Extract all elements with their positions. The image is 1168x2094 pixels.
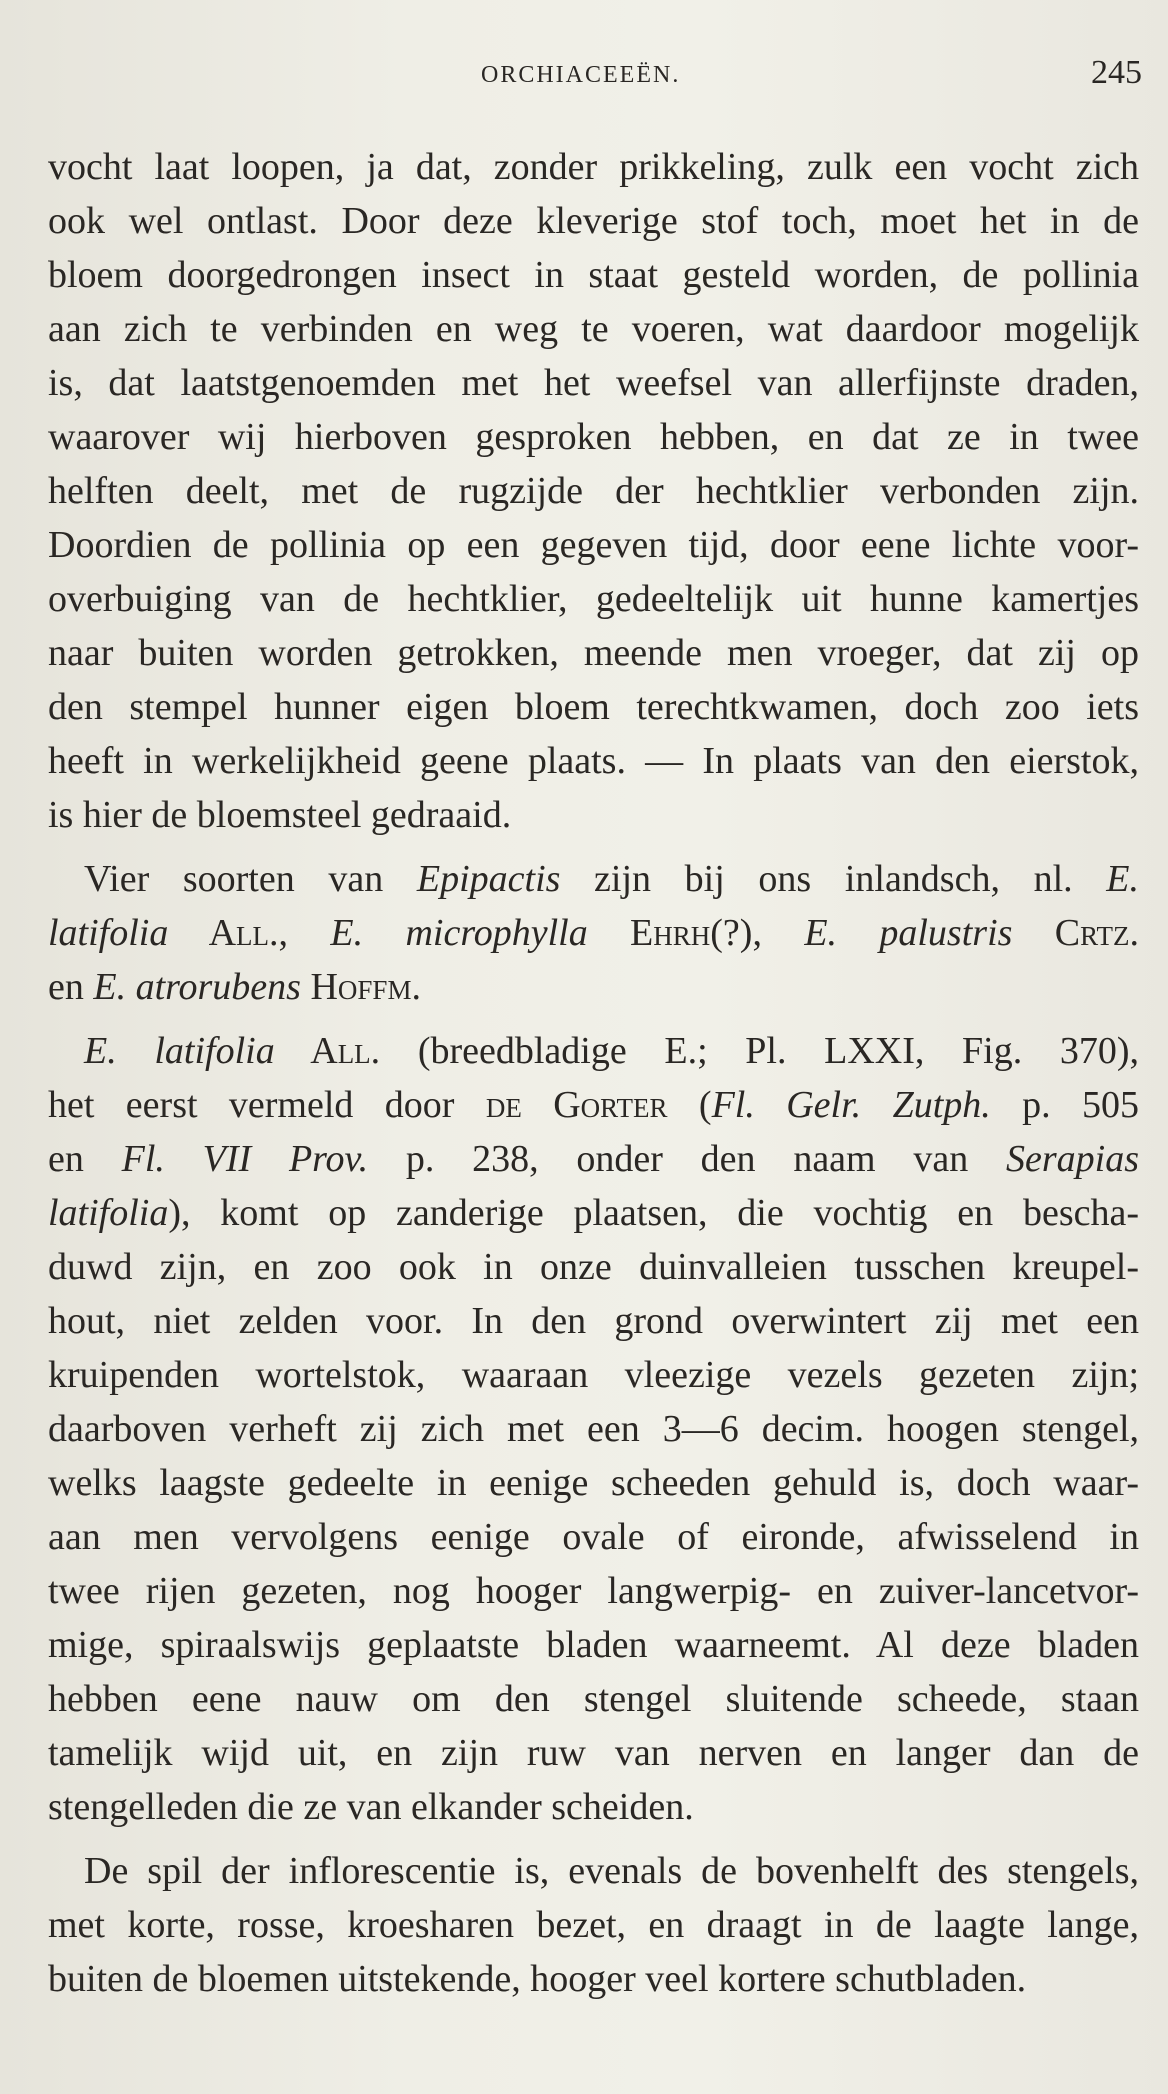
text-line — [48, 852, 1139, 906]
text-line: duwd zijn, en zoo ook in onze duinvalleien tusschen kreupel- — [48, 1246, 1139, 1288]
italic-run: Fl. Gelr. Zutph. — [711, 1084, 991, 1126]
text-line: buiten de bloemen uitstekende, hooger veel kortere schutbladen. — [48, 1958, 1027, 2000]
text-line: vocht laat loopen, ja dat, zonder prikkeling, zulk een vocht zich — [48, 146, 1139, 188]
text-run: (breedbladige E.; Pl. LXXI, Fig. 370), — [380, 1030, 1139, 1072]
author-abbrev: All. — [168, 912, 279, 954]
text-line: daarboven verheft zij zich met een 3—6 decim. hoogen stengel, — [48, 1408, 1139, 1450]
text-line: mige, spiraalswijs geplaatste bladen waarneemt. Al deze bladen — [48, 1624, 1139, 1666]
author-abbrev: All. — [274, 1030, 381, 1072]
text-line: hout, niet zelden voor. In den grond overwintert zij met een — [48, 1300, 1139, 1342]
text-line — [48, 960, 1139, 1014]
running-head-title: ORCHIACEEËN. — [481, 62, 681, 88]
author-abbrev: Ehrh — [587, 912, 711, 954]
text-line: naar buiten worden getrokken, meende men vroeger, dat zij op — [48, 632, 1139, 674]
paragraph-gap — [48, 1014, 1139, 1024]
italic-run: E. atrorubens — [93, 966, 301, 1008]
text-run: en — [48, 966, 94, 1008]
text-line — [48, 1024, 1139, 1078]
text-line: De spil der inflorescentie is, evenals de bovenhelft des stengels, — [84, 1850, 1139, 1892]
text-line: hebben eene nauw om den stengel sluitende scheede, staan — [48, 1678, 1139, 1720]
italic-run: Serapias — [1006, 1138, 1140, 1180]
text-run: zijn bij ons inlandsch, nl. — [560, 858, 1107, 900]
text-line: ook wel ontlast. Door deze kleverige stof toch, moet het in de — [48, 200, 1139, 242]
text-run: Vier soorten van — [84, 858, 417, 900]
text-run: p. 238, onder den naam van — [368, 1138, 1007, 1180]
italic-run: latifolia — [48, 912, 169, 954]
italic-run: Fl. VII Prov. — [121, 1138, 369, 1180]
text-line: welks laagste gedeelte in eenige scheeden gehuld is, doch waar- — [48, 1462, 1139, 1504]
italic-run: E. palustris — [804, 912, 1013, 954]
italic-run: Epipactis — [416, 858, 561, 900]
text-line: overbuiging van de hechtklier, gedeeltelijk uit hunne kamertjes — [48, 578, 1139, 620]
text-run: (?), — [710, 912, 805, 954]
text-line: is, dat laatstgenoemden met het weefsel van allerfijnste draden, — [48, 362, 1139, 404]
running-head — [48, 54, 1142, 104]
text-line — [48, 1078, 1139, 1132]
text-run: het eerst vermeld door — [48, 1084, 486, 1126]
italic-run: E. — [1106, 858, 1139, 900]
text-line: helften deelt, met de rugzijde der hechtklier verbonden zijn. — [48, 470, 1139, 512]
text-line: bloem doorgedrongen insect in staat gesteld worden, de pollinia — [48, 254, 1139, 296]
text-line: den stempel hunner eigen bloem terechtkwamen, doch zoo iets — [48, 686, 1139, 728]
italic-run: E. microphylla — [330, 912, 588, 954]
text-run: ), komt op zanderige plaatsen, die vochtig en bescha- — [168, 1192, 1139, 1234]
text-line: aan men vervolgens eenige ovale of eironde, afwisselend in — [48, 1516, 1139, 1558]
text-run: en — [48, 1138, 122, 1180]
text-line: met korte, rosse, kroesharen bezet, en draagt in de laagte lange, — [48, 1904, 1139, 1946]
text-line — [48, 906, 1139, 960]
text-line: tamelijk wijd uit, en zijn ruw van nerven en langer dan de — [48, 1732, 1139, 1774]
text-line — [48, 1186, 1139, 1240]
text-run: ( — [667, 1084, 712, 1126]
text-line: stengelleden die ze van elkander scheiden. — [48, 1786, 694, 1828]
author-name: de Gorter — [485, 1084, 668, 1126]
text-line: heeft in werkelijkheid geene plaats. — In plaats van den eierstok, — [48, 740, 1139, 782]
paragraph-gap — [48, 842, 1139, 852]
italic-run: E. latifolia — [84, 1030, 275, 1072]
author-abbrev: Hoffm. — [300, 966, 421, 1008]
text-line: is hier de bloemsteel gedraaid. — [48, 794, 512, 836]
body-text — [48, 140, 1139, 2006]
text-line: waarover wij hierboven gesproken hebben, en dat ze in twee — [48, 416, 1139, 458]
text-line: kruipenden wortelstok, waaraan vleezige vezels gezeten zijn; — [48, 1354, 1139, 1396]
text-line: twee rijen gezeten, nog hooger langwerpig- en zuiver-lancetvor- — [48, 1570, 1139, 1612]
text-line — [48, 1132, 1139, 1186]
author-abbrev: Crtz. — [1012, 912, 1139, 954]
paragraph-gap — [48, 1834, 1139, 1844]
page-number: 245 — [1091, 54, 1142, 91]
italic-run: latifolia — [48, 1192, 169, 1234]
text-line: Doordien de pollinia op een gegeven tijd, door eene lichte voor- — [48, 524, 1139, 566]
text-line: aan zich te verbinden en weg te voeren, wat daardoor mogelijk — [48, 308, 1139, 350]
text-run: p. 505 — [990, 1084, 1140, 1126]
text-run: , — [278, 912, 331, 954]
